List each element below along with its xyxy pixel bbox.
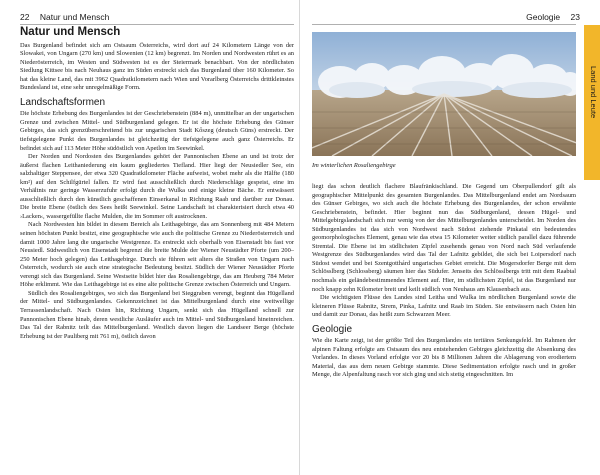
thumb-index-label: Land und Leute [589,66,598,119]
photo-caption: Im winterlichen Rosaliengebirge [312,162,396,169]
photo-illustration [312,32,576,156]
section-heading-landschaftsformen: Landschaftsformen [20,96,106,108]
winter-landscape-photo [312,32,576,156]
right-running-head [526,12,580,22]
page-title: Natur und Mensch [20,26,121,38]
body-paragraph: Die wichtigsten Flüsse des Landes sind Leitha und Wulka im nördlichen Burgenland sowie die kleineren Flüsse Rabnitz, Strem, Pinka, Lafnitz und Raab im Süden. Sie entwässern nach Osten hin und damit zur Donau, das heißt zum Schwarzen Meer. [312,294,576,319]
body-paragraph: Die höchste Erhebung des Burgenlandes ist der Geschriebenstein (884 m), unmittelbar an der ungarischen Grenze und zwischen Mittel- und Südburgenland gelegen. Er ist die höchste Erhebung des Günser Gebirges, das sich grenzüberschreitend bis zur ungarischen Stadt Kőszeg (deutsch Güns) erstreckt. Der tiefstgelegene Punkt des Burgenlandes ist gleichzeitig der tiefstgelegene auch ganz Österreichs. Er befindet sich auf 113 Meter Höhe südöstlich von Apetlon im Seewinkel. [20,110,294,152]
body-paragraph: Südlich des Rosaliengebirges, wo sich das Burgenland bei Sieggraben verengt, beginnt das Hügelland der Mittel- und Südburgenlandes. Gekennzeichnet ist das Mittelburgenland durch eine weitwellige Terrassenlandschaft. Nach Osten hin, Richtung Ungarn, senkt sich das Hügelland schnell zur Pannonischen Ebene hinab, deren westliche Ausläufer auch im Mittel- und Südburgenland hineinreichen. Das Tal der Rabnitz teilt das Mittelburgenland. Westlich davon liegen die Landseer Berge (höchste Erhebung ist der Pauliberg mit 761 m), östlich davon [20,289,294,340]
right-running-title: Geologie [526,12,561,22]
section-heading-geologie: Geologie [312,323,353,335]
left-page-number: 22 [20,12,30,22]
right-page [300,0,600,475]
body-paragraph: Der Norden und Nordosten des Burgenlandes gehört der Pannonischen Ebene an und ist trotz der äußerst flachen Leithaniederung ein kaum gegliedertes Tiefland. Hier liegt der Neusiedler See, ein salzhaltiger Steppensee, der etwa 320 Quadratkilometer Fläche aufweist, wobei mehr als die Hälfte (180 km²) auf den Schilfgürtel fallen. Er wird fast ausschließlich durch Niederschläge gespeist, eine im Verhältnis nur geringe Wasserzufuhr erfolgt durch die Wulka und einige kleine Bäche. Er entwässert ausschließlich durch den künstlich geschaffenen Einserkanal in Richtung Raab und darüber zur Donau. Die breite Ebene (östlich des Sees heißt Seewinkel. Seine Landschaft ist charakterisiert durch etwa 40 ›Lacken‹, wassergefüllte flache Mulden, die im Sommer oft austrocknen. [20,153,294,220]
body-paragraph: liegt das schon deutlich flachere Blaufränkischland. Die Gegend um Oberpullendorf gilt als geographischer Mittelpunkt des gesamten Burgenlandes. Das Mittelburgenland endet am Nordsaum des Günser Gebirges, wo sich auch die höchste Erhebung des Burgenlandes, der schon erwähnte Geschriebenstein, befindet. Hier beginnt nun das Südburgenland, dessen Hügel- und Mittelgebirgslandschaft sich nur wenig von der des Mittelburgenlandes unterscheidet. Im Norden des Südburgenlandes ist das sich von Nordwest nach Südost ziehende Pinkatal ein bedeutendes geomorphologisches Element, genau wie das etwa 15 Kilometer weiter südlich parallel dazu führende Stremtal. Die Ebene ist im südlichsten Zipfel zusehends genau von Nord nach Süd verlaufende Westgrenze des Südburgenlandes wird das Tal der Lafnitz gebildet, die sich bei Loipersdorf nach Südost wendet und bei Szentgotthárd ungarisches Gebiet erreicht. Die Mogersdorfer Berge mit dem Schlösslberg (Schlossberg) säumen hier das Südufer. Jenseits des Schlösslbergs tritt mit dem Raabtal nochmals ein geländebestimmendes Element auf. Hier, im südlichsten Zipfel, ist das Burgenland nur noch knapp zehn Kilometer breit und keilt südlich von Neuhaus am Klausenbach aus. [312,183,576,293]
left-running-head [20,12,109,22]
right-page-number: 23 [570,12,580,22]
left-text-column [20,28,294,341]
intro-paragraph: Das Burgenland befindet sich am Ostsaum Österreichs, wird dort auf 24 Kilometern Länge von der Slowakei, von Ungarn (270 km) und Slowenien (12 km) begrenzt. Im Norden und Nordwesten rührt es an Niederösterreich, im Westen und Südwesten ist es der Steiermark benachbart. Von der nördlichsten Siedlung Kittsee bis nach Neuhaus ganz im Süden erstreckt sich das Burgenland über 160 Kilometer. So hat das kleine Land, das mit 3962 Quadratkilometern nach Wien und Vorarlberg Österreichs drittkleinstes Bundesland ist, eine sehr unregelmäßige Form. [20,41,294,92]
left-running-title: Natur und Mensch [39,12,110,22]
body-paragraph: Nach Nordwesten hin bildet in diesem Bereich als Leithagebirge, das am Sonnenberg mit 484 Metern seinen höchsten Punkt besitzt, eine geographische wie auch die politische Grenze zu Niederösterreich und damit 1000 Jahre lang die ungarische Westgrenze. Es erstreckt sich oberhalb von Eisenstadt bis fast vor Neusiedl. Südwestlich von Eisenstadt begrenzt die breite Mulde der Wiener Neustädter Pforte (um 200–250 Meter hoch gelegen) das Leithagebirge. Durch sie führen seit alters die Straßen von Ungarn nach Österreich, wodurch sie auch eine strategische Bedeutung besitzt. Südlich der Wiener Neustädter Pforte verengt sich das Burgenland. Seine Westseite bildet hier das Rosaliengebirge, das am Heuberg 784 Meter Höhe erklimmt. Wie das Leithagebirge ist es eine alte politische Grenze zwischen Österreich und Ungarn. [20,221,294,289]
right-header-rule [312,24,576,25]
right-text-column [312,183,576,380]
body-paragraph: Wie die Karte zeigt, ist der größte Teil des Burgenlandes ein tertiäres Senkungsfeld. Im Rahmen der alpinen Faltung erfolgte am Ostsaum des neu entstehenden Gebirges gleichzeitig die Absenkung des Vorlandes. In dieses Vorland erfolgte vor 20 bis 8 Millionen Jahren die Ablagerung von erodiertem Material, das aus dem neuen Gebirge stammte. Diese Sedimentation erfolgte rasch und in großer Menge, die Alpenfaltung rasch vor sich ging und sich stetig eingeschnitten. Im [312,337,576,379]
left-header-rule [20,24,294,25]
